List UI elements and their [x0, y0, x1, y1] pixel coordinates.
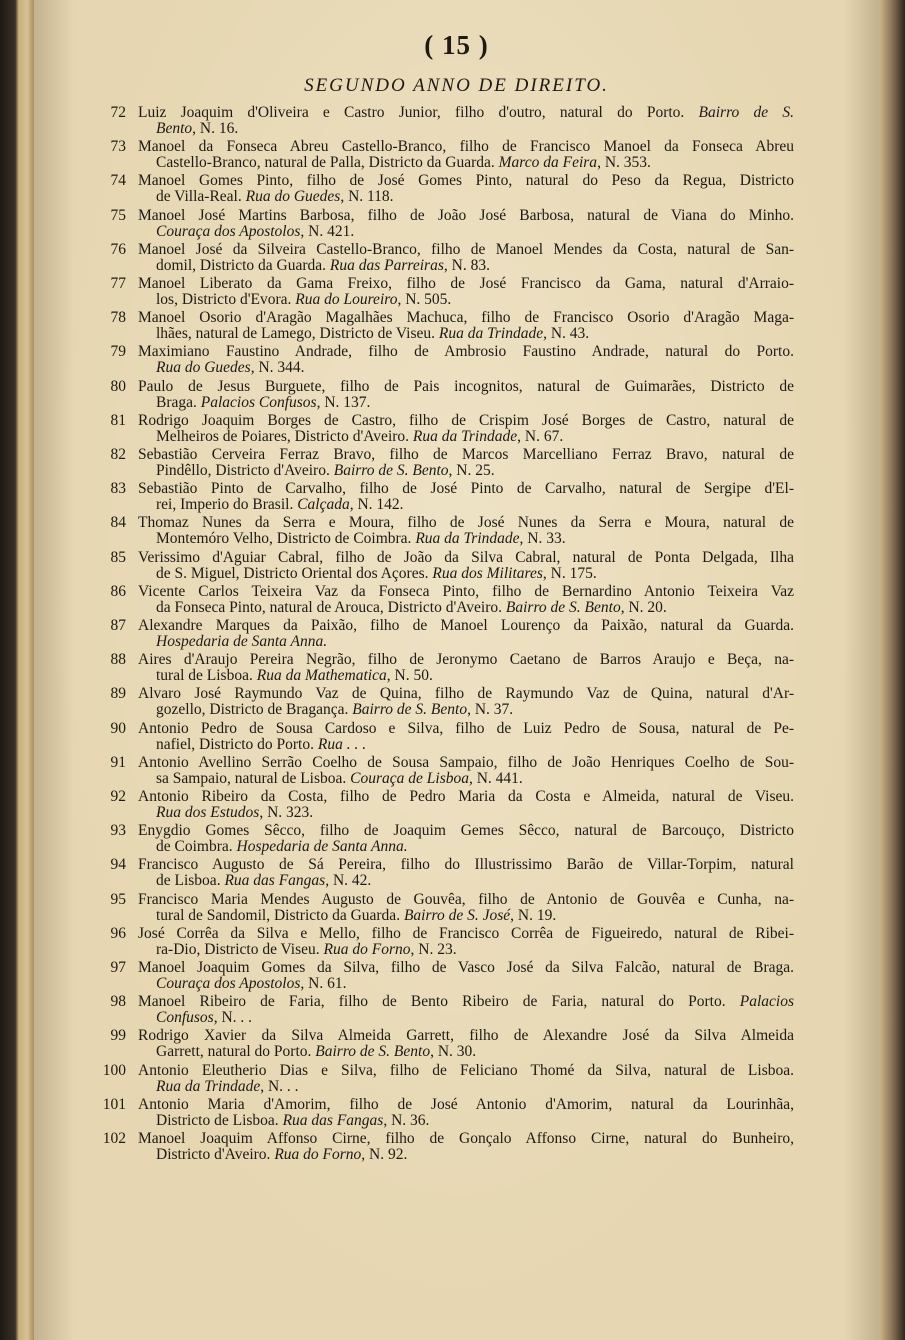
entry-text	[138, 584, 794, 616]
entry-house-number: , N. 36.	[383, 1111, 430, 1129]
entry-line-1	[138, 1063, 794, 1079]
entry-line-1	[138, 926, 794, 942]
entry-number: 72	[110, 104, 126, 121]
entry-house-number: , N. 42.	[325, 872, 372, 890]
page-number: ( 15 )	[424, 30, 489, 60]
entry-address: Bairro de S. Bento	[352, 701, 468, 719]
entry-text	[138, 550, 794, 582]
entry-text	[138, 960, 794, 992]
entry-line-1	[138, 139, 794, 155]
entry-line-2	[138, 1044, 794, 1060]
entry-address: Rua da Trindade	[412, 427, 518, 445]
entry-text	[138, 208, 794, 240]
entry-address: Rua das Parreiras	[329, 256, 444, 274]
entry-text	[138, 618, 794, 650]
entry-line-1	[138, 857, 794, 873]
entry-number: 73	[110, 138, 126, 156]
entry-address: Rua dos Militares	[432, 564, 543, 582]
entry-number: 77	[110, 275, 126, 292]
entry-text	[138, 413, 794, 445]
entry-text	[138, 892, 794, 924]
entry-main-text: Manoel Osorio d'Aragão Magalhães Machuca, filho de Francisco Osorio d'Aragão Maga-	[138, 309, 794, 327]
entry-line-2	[138, 805, 794, 821]
entry-number: 76	[110, 240, 126, 258]
entry-address: Rua da Trindade	[438, 325, 544, 343]
entry-line-1	[138, 344, 794, 360]
entry-line-1	[138, 584, 794, 600]
entry-continuation: Castello-Branco, natural de Palla, Districto da Guarda.	[156, 154, 495, 172]
entry-text	[138, 1028, 794, 1060]
entry-address: Rua da Mathematica	[256, 667, 387, 685]
entry-house-number: , N. 118.	[340, 188, 394, 206]
entry-line-1	[138, 652, 794, 668]
entry-main-text: Antonio Eleutherio Dias e Silva, filho de Feliciano Thomé da Silva, natural de Lisboa.	[138, 1061, 794, 1079]
entry-main-text: Thomaz Nunes da Serra e Moura, filho de José Nunes da Serra e Moura, natural de	[138, 514, 794, 532]
entry-address: Couraça dos Apostolos	[156, 975, 301, 992]
entry-number: 100	[102, 1061, 126, 1079]
entry-house-number: , N. 137.	[316, 393, 371, 411]
entry-text	[138, 242, 794, 274]
entry-line-2	[138, 463, 794, 479]
entry-number: 90	[110, 719, 126, 737]
entry-house-number: , N. 16.	[192, 120, 239, 137]
entry-number: 91	[110, 753, 126, 771]
entry-address: Marco da Feira	[498, 154, 598, 172]
entry-text	[138, 823, 794, 855]
entry-line-1	[138, 481, 794, 497]
entry-line-2	[138, 566, 794, 582]
entry-text	[138, 379, 794, 411]
entry-continuation: ra-Dio, Districto de Viseu.	[156, 940, 320, 958]
entry-line-2	[138, 702, 794, 718]
entry-line-1	[138, 1028, 794, 1044]
entry-line-1	[138, 686, 794, 702]
entry-main-text: Manoel Joaquim Affonso Cirne, filho de Gonçalo Affonso Cirne, natural do Bunheiro,	[138, 1130, 794, 1147]
entry-address: Bairro de S. Bento	[315, 1043, 431, 1061]
entry-number: 93	[110, 822, 126, 840]
entry-main-text: Manoel José da Silveira Castello-Branco, filho de Manoel Mendes da Costa, natural de San-	[138, 240, 794, 258]
entry-address-start: Palacios	[739, 993, 794, 1011]
entry-text	[138, 344, 794, 376]
entry-text	[138, 1063, 794, 1095]
entry-main-text: Luiz Joaquim d'Oliveira e Castro Junior, filho d'outro, natural do Porto.	[138, 104, 685, 121]
entry-line-1	[138, 823, 794, 839]
entry-number: 83	[110, 480, 126, 498]
entry-main-text: Francisco Maria Mendes Augusto de Gouvêa, filho de Antonio de Gouvêa e Cunha, na-	[138, 890, 794, 908]
entry-line-2	[138, 531, 794, 547]
entry-text	[138, 686, 794, 718]
entry-main-text: Francisco Augusto de Sá Pereira, filho do Illustrissimo Barão de Villar-Torpim, natural	[138, 856, 794, 874]
entry-main-text: Alvaro José Raymundo Vaz de Quina, filho de Raymundo Vaz de Quina, natural d'Ar-	[138, 685, 794, 703]
entry-address: Bairro de S. Bento	[505, 598, 621, 616]
entry-line-2	[138, 1147, 794, 1163]
entry-number: 87	[110, 617, 126, 634]
entry-number: 99	[110, 1027, 126, 1045]
entry-continuation: tural de Lisboa.	[156, 667, 253, 685]
entry-line-2	[138, 224, 794, 240]
entry-number: 89	[110, 685, 126, 703]
entry-continuation: de Lisboa.	[156, 872, 221, 890]
entry-number: 82	[110, 446, 126, 463]
entry-number: 95	[110, 890, 126, 908]
entry-text	[138, 481, 794, 513]
entry-line-1	[138, 994, 794, 1010]
entry-line-1	[138, 1131, 794, 1147]
entry-address: Hospedaria de Santa Anna.	[156, 633, 328, 650]
entry-house-number: , N. 323.	[259, 804, 314, 821]
entry-number: 102	[102, 1130, 126, 1147]
entry-address: Rua do Loureiro	[295, 291, 398, 308]
entry-address: Rua . . .	[317, 735, 367, 753]
entry-line-2	[138, 839, 794, 855]
entry-number: 84	[110, 514, 126, 532]
entry-line-2	[138, 771, 794, 787]
entry-address: Rua do Forno	[274, 1146, 362, 1163]
entry-main-text: Sebastião Cerveira Ferraz Bravo, filho de Marcos Marcelliano Ferraz Bravo, natural de	[138, 446, 794, 463]
entry-continuation: los, Districto d'Evora.	[156, 291, 292, 308]
entry-main-text: Manoel Joaquim Gomes da Silva, filho de Vasco José da Silva Falcão, natural de Braga.	[138, 959, 794, 976]
entry-house-number: , N. 83.	[443, 256, 490, 274]
entry-number: 101	[102, 1095, 126, 1113]
entry-text	[138, 1097, 794, 1129]
entry-house-number: , N. 61.	[300, 975, 347, 992]
entry-continuation: lhães, natural de Lamego, Districto de Viseu.	[156, 325, 435, 343]
entry-continuation: de Coimbra.	[156, 838, 233, 856]
entry-house-number: , N. 20.	[620, 598, 667, 616]
entry-line-1	[138, 242, 794, 258]
entry-main-text: Manoel Liberato da Gama Freixo, filho de José Francisco da Gama, natural d'Arraio-	[138, 275, 794, 292]
entry-house-number: , N. 175.	[542, 564, 597, 582]
entry-continuation: Pindêllo, Districto d'Aveiro.	[156, 462, 330, 479]
entry-continuation: rei, Imperio do Brasil.	[156, 496, 294, 514]
entry-number: 96	[110, 924, 126, 942]
entry-address: Rua do Guedes	[245, 188, 341, 206]
entry-text	[138, 994, 794, 1026]
entry-line-1	[138, 276, 794, 292]
entry-text	[138, 139, 794, 171]
entry-line-1	[138, 892, 794, 908]
entry-house-number: , N. 421.	[300, 222, 355, 240]
entry-line-2	[138, 873, 794, 889]
entry-address: Rua dos Estudos	[156, 804, 260, 821]
entry-line-2	[138, 1113, 794, 1129]
entry-continuation: de Villa-Real.	[156, 188, 242, 206]
entry-house-number: , N. 37.	[467, 701, 514, 719]
entry-line-2	[138, 326, 794, 342]
entry-continuation: Melheiros de Poiares, Districto d'Aveiro.	[156, 427, 410, 445]
entry-main-text: Paulo de Jesus Burguete, filho de Pais incognitos, natural de Guimarães, Districto de	[138, 377, 794, 395]
entry-house-number: , N. 30.	[430, 1043, 477, 1061]
entry-house-number: , N. 67.	[517, 427, 564, 445]
entry-continuation: gozello, Districto de Bragança.	[156, 701, 349, 719]
entry-main-text: Rodrigo Joaquim Borges de Castro, filho de Crispim José Borges de Castro, natural de	[138, 411, 794, 429]
entry-line-2	[138, 668, 794, 684]
entry-continuation: Districto de Lisboa.	[156, 1111, 279, 1129]
entry-number: 80	[110, 377, 126, 395]
entry-address: Hospedaria de Santa Anna.	[236, 838, 408, 856]
entry-line-2	[138, 976, 794, 992]
entry-house-number: , N. 33.	[519, 530, 566, 548]
page-edge-right	[879, 0, 905, 1340]
entry-continuation: sa Sampaio, natural de Lisboa.	[156, 769, 347, 787]
entry-line-1	[138, 721, 794, 737]
entry-house-number: , N. . .	[260, 1077, 299, 1095]
document-page	[34, 0, 879, 1340]
entry-main-text: Rodrigo Xavier da Silva Almeida Garrett, filho de Alexandre José da Silva Almeida	[138, 1027, 794, 1045]
entry-main-text: Aires d'Araujo Pereira Negrão, filho de Jeronymo Caetano de Barros Araujo e Beça, na-	[138, 651, 794, 669]
entry-number: 81	[110, 411, 126, 429]
entry-main-text: Enygdio Gomes Sêcco, filho de Joaquim Gemes Sêcco, natural de Barcouço, Districto	[138, 822, 794, 840]
entry-line-2	[138, 908, 794, 924]
entry-text	[138, 276, 794, 308]
entry-line-2	[138, 1079, 794, 1095]
entry-text	[138, 1131, 794, 1163]
entry-line-2	[138, 121, 794, 137]
entry-house-number: , N. 142.	[349, 496, 404, 514]
entry-main-text: Antonio Ribeiro da Costa, filho de Pedro Maria da Costa e Almeida, natural de Viseu.	[138, 788, 794, 805]
entry-continuation: tural de Sandomil, Districto da Guarda.	[156, 906, 401, 924]
entry-address: Rua das Fangas	[224, 872, 326, 890]
entry-text	[138, 755, 794, 787]
entry-line-2	[138, 737, 794, 753]
entry-main-text: Sebastião Pinto de Carvalho, filho de José Pinto de Carvalho, natural de Sergipe d'El-	[138, 480, 794, 498]
entry-continuation: Montemóro Velho, Districto de Coimbra.	[156, 530, 412, 548]
entry-text	[138, 515, 794, 547]
book-binding-left	[0, 0, 34, 1340]
entry-address: Bento	[156, 120, 193, 137]
entry-main-text: Manoel José Martins Barbosa, filho de João José Barbosa, natural de Viana do Minho.	[138, 206, 794, 224]
entry-text	[138, 447, 794, 479]
entry-text	[138, 310, 794, 342]
entry-house-number: , N. 92.	[361, 1146, 408, 1163]
entry-house-number: , N. . .	[213, 1009, 253, 1027]
entry-house-number: , N. 505.	[397, 291, 452, 308]
entry-main-text: Manoel Gomes Pinto, filho de José Gomes Pinto, natural do Peso da Regua, Districto	[138, 172, 794, 190]
entry-main-text: Manoel da Fonseca Abreu Castello-Branco, filho de Francisco Manoel da Fonseca Abreu	[138, 138, 794, 156]
entry-text	[138, 652, 794, 684]
entry-house-number: , N. 43.	[543, 325, 590, 343]
entry-line-1	[138, 789, 794, 805]
entry-text	[138, 173, 794, 205]
entry-house-number: , N. 25.	[448, 462, 495, 479]
entry-house-number: , N. 50.	[386, 667, 433, 685]
entry-continuation: nafiel, Districto do Porto.	[156, 735, 314, 753]
entry-line-2	[138, 1010, 794, 1026]
entry-main-text: Manoel Ribeiro de Faria, filho de Bento Ribeiro de Faria, natural do Porto.	[138, 993, 726, 1011]
entry-continuation: Braga.	[156, 393, 197, 411]
entry-continuation: domil, Districto da Guarda.	[156, 256, 327, 274]
entry-line-1	[138, 208, 794, 224]
entry-number: 97	[110, 959, 126, 976]
entry-line-1	[138, 105, 794, 121]
entry-main-text: Antonio Pedro de Sousa Cardoso e Silva, filho de Luiz Pedro de Sousa, natural de Pe-	[138, 719, 794, 737]
entry-line-2	[138, 292, 794, 308]
entry-address: Rua da Trindade	[415, 530, 520, 548]
entry-text	[138, 105, 794, 137]
entry-text	[138, 721, 794, 753]
entry-address: Couraça de Lisboa	[350, 769, 469, 787]
entry-line-1	[138, 310, 794, 326]
entry-line-1	[138, 413, 794, 429]
entry-line-1	[138, 447, 794, 463]
entry-line-2	[138, 189, 794, 205]
entry-number: 75	[110, 206, 126, 224]
entry-address: Palacios Confusos	[200, 393, 317, 411]
entry-line-2	[138, 497, 794, 513]
entry-line-2	[138, 360, 794, 376]
entry-text	[138, 857, 794, 889]
entry-line-2	[138, 395, 794, 411]
entry-line-1	[138, 960, 794, 976]
entry-main-text: Antonio Avellino Serrão Coelho de Sousa Sampaio, filho de João Henriques Coelho de Sou-	[138, 753, 794, 771]
entry-address: Confusos	[156, 1009, 214, 1027]
entry-main-text: José Corrêa da Silva e Mello, filho de Francisco Corrêa de Figueiredo, natural de Ribei-	[138, 924, 794, 942]
entry-line-1	[138, 515, 794, 531]
entry-address: Bairro de S. José	[403, 906, 511, 924]
entry-main-text: Maximiano Faustino Andrade, filho de Ambrosio Faustino Andrade, natural do Porto.	[138, 343, 794, 361]
entry-main-text: Verissimo d'Aguiar Cabral, filho de João da Silva Cabral, natural de Ponta Delgada, Ilha	[138, 548, 794, 566]
entry-line-1	[138, 1097, 794, 1113]
entry-continuation: de S. Miguel, Districto Oriental dos Açores.	[156, 564, 429, 582]
entry-house-number: , N. 19.	[510, 906, 557, 924]
entry-number: 92	[110, 788, 126, 805]
entry-house-number: , N. 353.	[597, 154, 651, 172]
entry-address: Rua da Trindade	[156, 1077, 261, 1095]
entry-line-2	[138, 634, 794, 650]
entry-house-number: , N. 23.	[410, 940, 457, 958]
entry-number: 79	[110, 343, 126, 361]
entry-address: Rua do Forno	[323, 940, 411, 958]
entry-line-1	[138, 618, 794, 634]
entry-address: Rua do Guedes	[156, 359, 251, 377]
entry-address-start: Bairro de S.	[698, 104, 795, 121]
entry-number: 85	[110, 548, 126, 566]
entry-line-2	[138, 429, 794, 445]
entry-line-2	[138, 942, 794, 958]
section-title: SEGUNDO ANNO DE DIREITO.	[304, 75, 609, 96]
entry-address: Calçada	[297, 496, 350, 514]
entry-number: 98	[110, 993, 126, 1011]
entry-line-2	[138, 258, 794, 274]
entry-continuation: Districto d'Aveiro.	[156, 1146, 271, 1163]
entry-address: Couraça dos Apostolos	[156, 222, 301, 240]
entry-line-1	[138, 173, 794, 189]
entry-number: 88	[110, 651, 126, 669]
entry-number: 94	[110, 856, 126, 874]
entry-text	[138, 926, 794, 958]
entry-address: Rua das Fangas	[282, 1111, 384, 1129]
entry-main-text: Vicente Carlos Teixeira Vaz da Fonseca Pinto, filho de Bernardino Antonio Teixeira Vaz	[138, 582, 794, 600]
entry-number: 74	[110, 172, 126, 190]
entry-house-number: , N. 441.	[468, 769, 523, 787]
entry-continuation: Garrett, natural do Porto.	[156, 1043, 312, 1061]
entry-continuation: da Fonseca Pinto, natural de Arouca, Districto d'Aveiro.	[156, 598, 503, 616]
entry-line-1	[138, 550, 794, 566]
entry-number: 78	[110, 309, 126, 327]
entry-house-number: , N. 344.	[250, 359, 305, 377]
entry-address: Bairro de S. Bento	[333, 462, 449, 479]
entry-line-1	[138, 379, 794, 395]
entry-line-1	[138, 755, 794, 771]
entry-main-text: Antonio Maria d'Amorim, filho de José Antonio d'Amorim, natural da Lourinhãa,	[138, 1095, 794, 1113]
entry-main-text: Alexandre Marques da Paixão, filho de Manoel Lourenço da Paixão, natural da Guarda.	[138, 617, 794, 634]
entry-line-2	[138, 600, 794, 616]
entry-line-2	[138, 155, 794, 171]
entry-text	[138, 789, 794, 821]
entry-number: 86	[110, 582, 126, 600]
